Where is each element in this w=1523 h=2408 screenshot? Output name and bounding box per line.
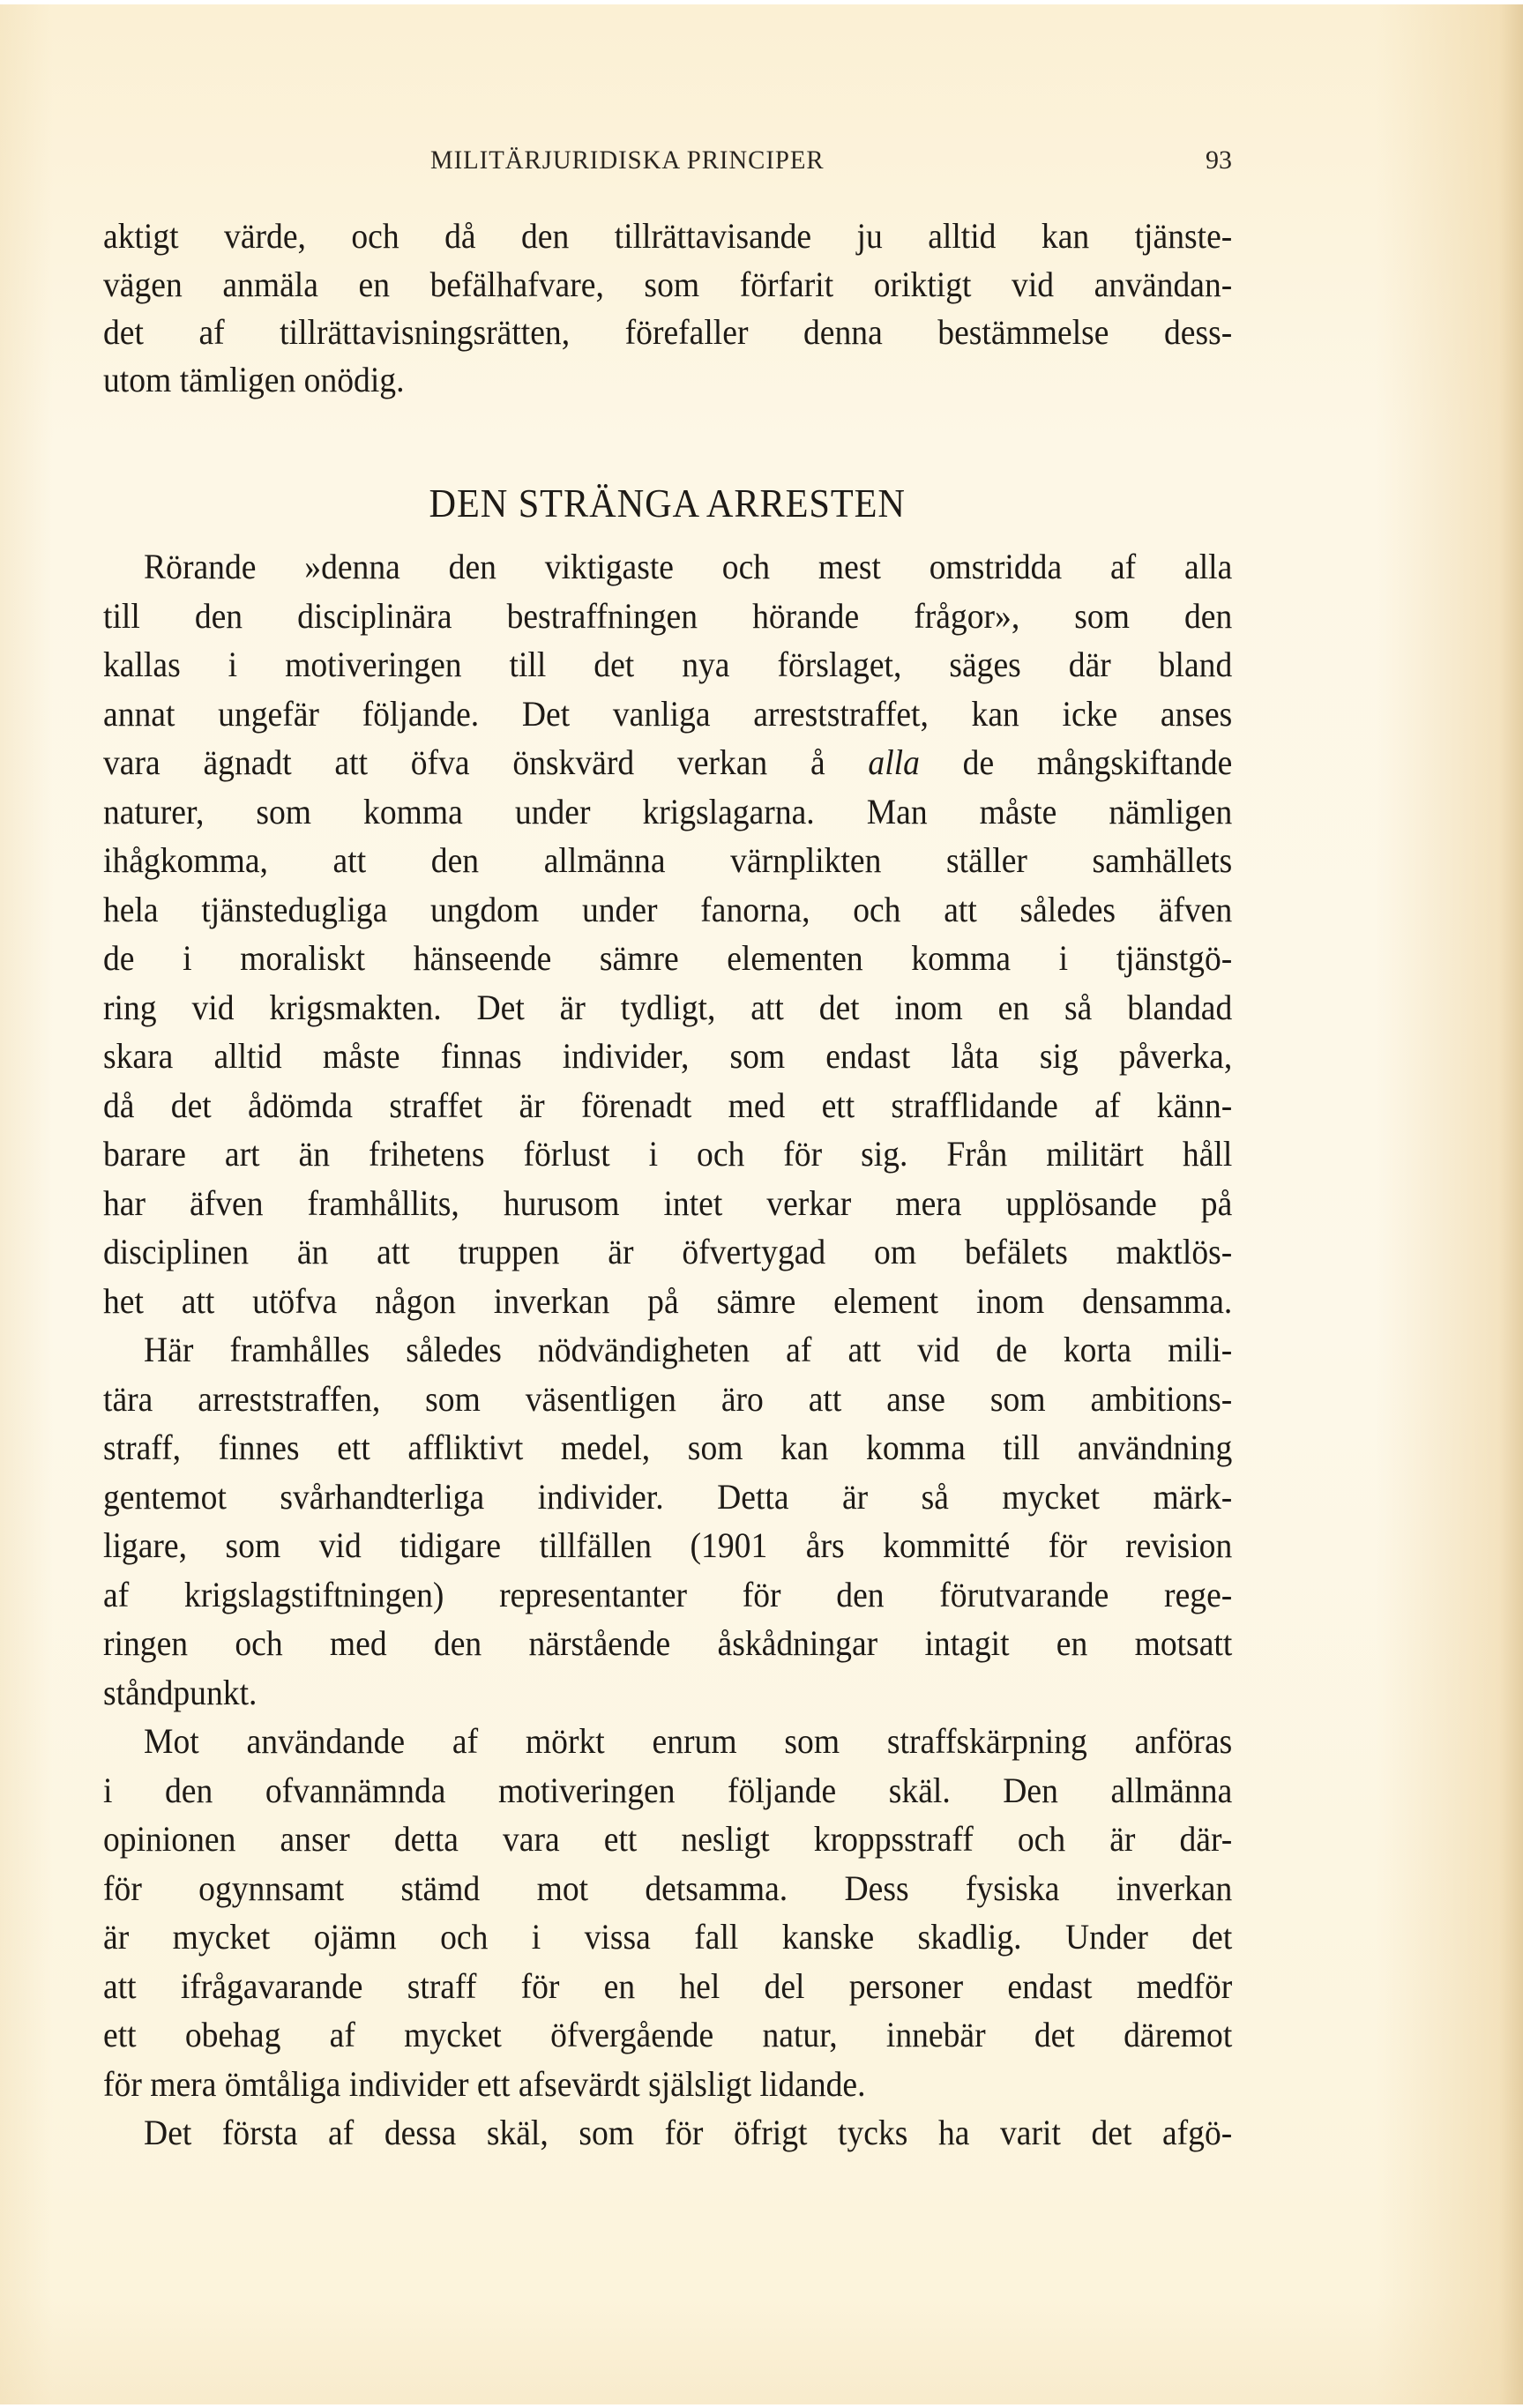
text-line: aktigt värde, och då den tillrättavisande ju alltid kan tjänste-: [103, 216, 1233, 256]
text-line: ligare, som vid tidigare tillfällen (1901 års kommitté för revision: [103, 1525, 1233, 1565]
text-line: ett obehag af mycket öfvergående natur, innebär det däremot: [103, 2015, 1233, 2054]
text-line: disciplinen än att truppen är öfvertygad om befälets maktlös-: [103, 1232, 1233, 1271]
text-line: till den disciplinära bestraffningen hörande frågor», som den: [103, 596, 1233, 636]
text-line: straff, finnes ett affliktivt medel, som kan komma till användning: [103, 1428, 1233, 1467]
text-line: utom tämligen onödig.: [103, 360, 405, 399]
text-line: i den ofvannämnda motiveringen följande skäl. Den allmänna: [103, 1771, 1233, 1810]
book-page: [0, 4, 1523, 2404]
text-line: [103, 743, 1232, 784]
text-line: af krigslagstiftningen) representanter för den förutvarande rege-: [103, 1575, 1233, 1614]
text-line: annat ungefär följande. Det vanliga arreststraffet, kan icke anses: [103, 694, 1233, 734]
text-line: då det ådömda straffet är förenadt med ett strafflidande af känn-: [103, 1085, 1233, 1125]
text-line: ring vid krigsmakten. Det är tydligt, att det inom en så blandad: [103, 988, 1233, 1027]
text-line: naturer, som komma under krigslagarna. Man måste nämligen: [103, 792, 1233, 831]
text-line: tära arreststraffen, som väsentligen äro att anse som ambitions-: [103, 1379, 1233, 1419]
text-line: ståndpunkt.: [103, 1673, 258, 1712]
text-line: det af tillrättavisningsrätten, förefaller denna bestämmelse dess-: [103, 312, 1233, 352]
text-line: för ogynnsamt stämd mot detsamma. Dess fysiska inverkan: [103, 1868, 1233, 1908]
text-line: Här framhålles således nödvändigheten af att vid de korta mili-: [144, 1330, 1233, 1369]
text-line: gentemot svårhandterliga individer. Detta är så mycket märk-: [103, 1477, 1233, 1517]
text-line: ihågkomma, att den allmänna värnplikten ställer samhällets: [103, 840, 1233, 880]
section-heading: DEN STRÄNGA ARRESTEN: [429, 481, 907, 526]
text-line: hela tjänstedugliga ungdom under fanorna, och att således äfven: [103, 890, 1233, 929]
text-line: opinionen anser detta vara ett nesligt kroppsstraff och är där-: [103, 1819, 1233, 1859]
running-head-title: MILITÄRJURIDISKA PRINCIPER: [430, 145, 825, 175]
line-with-italic: vara ägnadt att öfva önskvärd verkan å alla de mångskiftande: [103, 742, 1233, 782]
page-number: 93: [1206, 145, 1232, 175]
text-line: kallas i motiveringen till det nya förslaget, säges där bland: [103, 645, 1233, 684]
text-line: ringen och med den närstående åskådningar intagit en motsatt: [103, 1623, 1233, 1663]
text-line: Rörande »denna den viktigaste och mest omstridda af alla: [144, 547, 1233, 586]
text-line: vägen anmäla en befälhafvare, som förfarit oriktigt vid användan-: [103, 265, 1233, 304]
text-line: skara alltid måste finnas individer, som endast låta sig påverka,: [103, 1036, 1233, 1076]
italic-emphasis: alla: [868, 742, 920, 782]
text-line: het att utöfva någon inverkan på sämre element inom densamma.: [103, 1281, 1233, 1321]
text-line: för mera ömtåliga individer ett afsevärdt själsligt lidande.: [103, 2064, 866, 2104]
text-line: är mycket ojämn och i vissa fall kanske skadlig. Under det: [103, 1917, 1233, 1957]
text-line: Det första af dessa skäl, som för öfrigt tycks ha varit det afgö-: [144, 2113, 1233, 2152]
text-line: de i moraliskt hänseende sämre elementen komma i tjänstgö-: [103, 938, 1233, 978]
text-line: barare art än frihetens förlust i och för sig. Från militärt håll: [103, 1134, 1233, 1174]
text-line: Mot användande af mörkt enrum som straffskärpning anföras: [144, 1721, 1233, 1761]
text-line: att ifrågavarande straff för en hel del personer endast medför: [103, 1966, 1233, 2006]
text-line: har äfven framhållits, hurusom intet verkar mera upplösande på: [103, 1183, 1233, 1223]
